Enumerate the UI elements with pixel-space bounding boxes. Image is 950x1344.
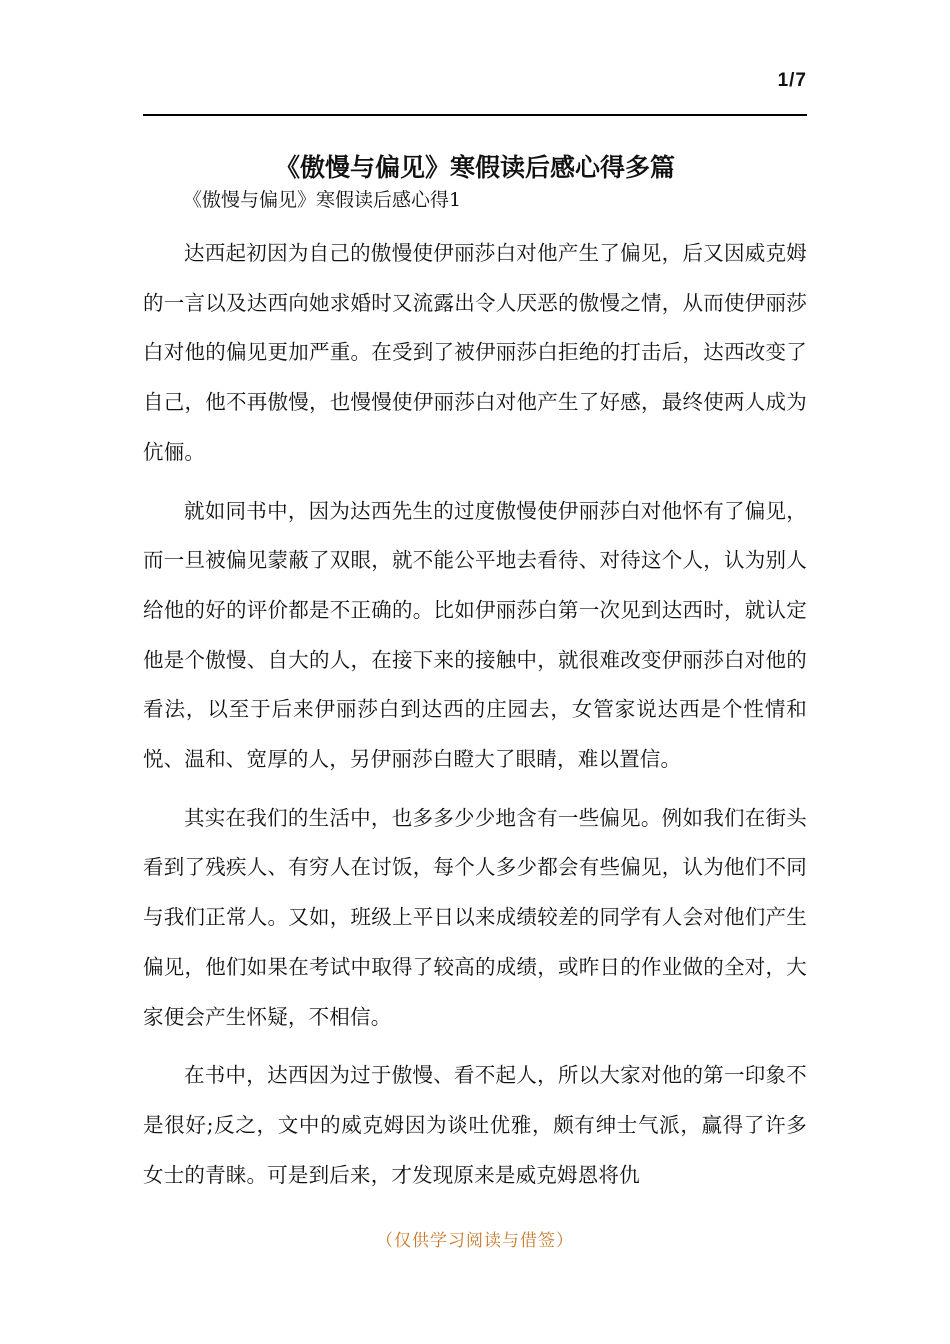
paragraph: 其实在我们的生活中，也多多少少地含有一些偏见。例如我们在街头看到了残疾人、有穷人在讨饭，每个人多少都会有些偏见，认为他们不同与我们正常人。又如，班级上平日以来成绩较差的同学有人会对他们产生偏见，他们如果在考试中取得了较高的成绩，或昨日的作业做的全对，大家便会产生怀疑，不相信。 — [143, 805, 807, 1029]
document-body — [143, 229, 807, 1209]
paragraph: 达西起初因为自己的傲慢使伊丽莎白对他产生了偏见，后又因威克姆的一言以及达西向她求婚时又流露出令人厌恶的傲慢之情，从而使伊丽莎白对他的偏见更加严重。在受到了被伊丽莎白拒绝的打击后，达西改变了自己，他不再傲慢，也慢慢使伊丽莎白对他产生了好感，最终使两人成为伉俪。 — [143, 241, 807, 464]
header-rule — [143, 114, 807, 116]
page-number: 1/7 — [777, 70, 807, 91]
footer-note: （仅供学习阅读与借签） — [376, 1231, 574, 1251]
paragraph: 在书中，达西因为过于傲慢、看不起人，所以大家对他的第一印象不是很好;反之，文中的威克姆因为谈吐优雅，颇有绅士气派，赢得了许多女士的青睐。可是到后来，才发现原来是威克姆恩将仇 — [143, 1063, 807, 1187]
paragraph: 就如同书中，因为达西先生的过度傲慢使伊丽莎白对他怀有了偏见，而一旦被偏见蒙蔽了双眼，就不能公平地去看待、对待这个人，认为别人给他的好的评价都是不正确的。比如伊丽莎白第一次见到达西时，就认定他是个傲慢、自大的人，在接下来的接触中，就很难改变伊丽莎白对他的看法，以至于后来伊丽莎白到达西的庄园去，女管家说达西是个性情和悦、温和、宽厚的人，另伊丽莎白瞪大了眼睛，难以置信。 — [143, 498, 807, 772]
document-title: 《傲慢与偏见》寒假读后感心得多篇 — [274, 152, 675, 182]
document-subtitle: 《傲慢与偏见》寒假读后感心得1 — [183, 189, 462, 211]
